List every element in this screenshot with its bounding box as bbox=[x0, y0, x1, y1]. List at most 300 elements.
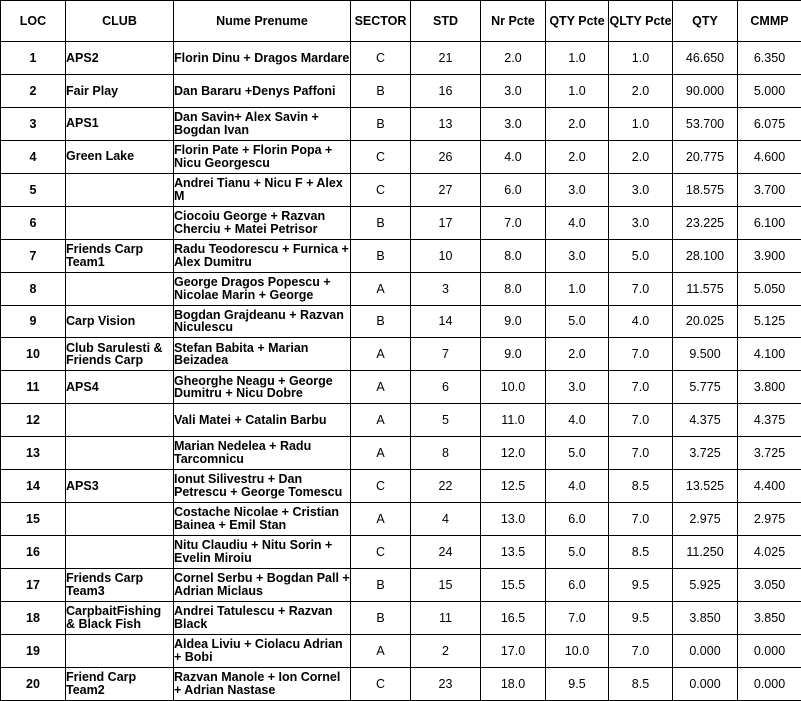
cell-qty bbox=[673, 503, 738, 536]
cell-text: 7.0 bbox=[504, 215, 522, 230]
cell-sector bbox=[351, 173, 411, 206]
cell-qlty_pcte bbox=[609, 305, 673, 338]
cell-text: A bbox=[376, 380, 385, 395]
cell-text: 1.0 bbox=[568, 281, 586, 296]
cell-cmmp bbox=[738, 569, 801, 602]
cell-qty bbox=[673, 404, 738, 437]
cell-text: 6.350 bbox=[753, 50, 786, 65]
cell-name bbox=[174, 272, 351, 305]
cell-loc bbox=[1, 601, 66, 634]
cell-text: A bbox=[376, 446, 385, 461]
cell-text: 4 bbox=[29, 149, 37, 164]
cell-text: 0.000 bbox=[753, 643, 786, 658]
cell-text: 1.0 bbox=[568, 50, 586, 65]
table-row bbox=[1, 272, 801, 305]
cell-nr_pcte bbox=[481, 536, 546, 569]
cell-loc bbox=[1, 305, 66, 338]
cell-qty_pcte bbox=[546, 305, 609, 338]
cell-qty bbox=[673, 437, 738, 470]
cell-cmmp bbox=[738, 404, 801, 437]
cell-text: 20.025 bbox=[685, 314, 725, 329]
table-row bbox=[1, 503, 801, 536]
cell-name bbox=[174, 305, 351, 338]
cell-qlty_pcte bbox=[609, 206, 673, 239]
cell-text: 6 bbox=[29, 215, 37, 230]
cell-text: 0.000 bbox=[689, 643, 721, 658]
cell-text: 2 bbox=[442, 643, 449, 658]
table-row bbox=[1, 569, 801, 602]
table-row bbox=[1, 206, 801, 239]
cell-text: 7 bbox=[442, 347, 449, 362]
cell-text: 23.225 bbox=[685, 215, 725, 230]
cell-text: 8.0 bbox=[504, 281, 522, 296]
cell-name bbox=[174, 503, 351, 536]
column-header-qty_pcte: QTY Pcte bbox=[546, 1, 609, 42]
cell-text: 9.5 bbox=[568, 676, 586, 691]
cell-sector bbox=[351, 206, 411, 239]
cell-text: B bbox=[376, 116, 385, 131]
cell-qty_pcte bbox=[546, 536, 609, 569]
cell-text: 6.0 bbox=[504, 182, 522, 197]
cell-text: 2.975 bbox=[689, 512, 721, 527]
cell-qlty_pcte bbox=[609, 667, 673, 700]
cell-sector bbox=[351, 74, 411, 107]
cell-sector bbox=[351, 470, 411, 503]
cell-loc bbox=[1, 503, 66, 536]
cell-name bbox=[174, 338, 351, 371]
cell-qlty_pcte bbox=[609, 470, 673, 503]
cell-nr_pcte bbox=[481, 42, 546, 75]
cell-qty_pcte bbox=[546, 206, 609, 239]
cell-text: 3.0 bbox=[631, 215, 650, 230]
cell-text: 5.0 bbox=[568, 446, 586, 461]
cell-text: 4.375 bbox=[753, 413, 786, 428]
cell-text: 13.525 bbox=[685, 479, 725, 494]
cell-text: 3.700 bbox=[753, 182, 786, 197]
cell-text: Ciocoiu George + Razvan Cherciu + Matei Petrisor bbox=[174, 208, 326, 236]
cell-text: 2.975 bbox=[753, 512, 786, 527]
cell-text: 12.0 bbox=[500, 446, 526, 461]
cell-cmmp bbox=[738, 239, 801, 272]
cell-text: APS4 bbox=[66, 379, 99, 394]
cell-text: B bbox=[376, 248, 385, 263]
cell-text: B bbox=[376, 215, 385, 230]
cell-text: 9 bbox=[29, 314, 37, 329]
cell-loc bbox=[1, 74, 66, 107]
cell-text: 4.0 bbox=[568, 215, 586, 230]
cell-text: Club Sarulesti & Friends Carp bbox=[66, 340, 163, 368]
cell-std bbox=[411, 536, 481, 569]
column-header-qty: QTY bbox=[673, 1, 738, 42]
cell-text: 8 bbox=[442, 446, 449, 461]
cell-sector bbox=[351, 371, 411, 404]
cell-cmmp bbox=[738, 272, 801, 305]
cell-text: 10 bbox=[26, 347, 40, 362]
cell-text: 1.0 bbox=[631, 50, 650, 65]
cell-text: 3 bbox=[29, 116, 37, 131]
cell-club bbox=[66, 536, 174, 569]
cell-qty bbox=[673, 338, 738, 371]
cell-cmmp bbox=[738, 601, 801, 634]
cell-qty bbox=[673, 667, 738, 700]
column-header-name: Nume Prenume bbox=[174, 1, 351, 42]
cell-sector bbox=[351, 536, 411, 569]
table-row bbox=[1, 536, 801, 569]
cell-sector bbox=[351, 140, 411, 173]
cell-text: 18 bbox=[26, 610, 40, 625]
cell-text: Florin Dinu + Dragos Mardare bbox=[174, 50, 350, 65]
cell-qty_pcte bbox=[546, 437, 609, 470]
cell-qty_pcte bbox=[546, 74, 609, 107]
table-row bbox=[1, 404, 801, 437]
cell-text: 6.0 bbox=[568, 577, 586, 592]
cell-name bbox=[174, 371, 351, 404]
cell-qty_pcte bbox=[546, 404, 609, 437]
table-row bbox=[1, 470, 801, 503]
cell-nr_pcte bbox=[481, 634, 546, 667]
cell-name bbox=[174, 470, 351, 503]
cell-qty_pcte bbox=[546, 338, 609, 371]
cell-qty_pcte bbox=[546, 371, 609, 404]
cell-qlty_pcte bbox=[609, 42, 673, 75]
cell-text: 6.0 bbox=[568, 512, 586, 527]
cell-text: 9.0 bbox=[504, 314, 522, 329]
cell-qlty_pcte bbox=[609, 272, 673, 305]
cell-text: C bbox=[375, 182, 386, 197]
cell-text: 2 bbox=[29, 83, 37, 98]
cell-text: Andrei Tatulescu + Razvan Black bbox=[174, 604, 333, 631]
cell-qty bbox=[673, 74, 738, 107]
cell-nr_pcte bbox=[481, 338, 546, 371]
cell-club bbox=[66, 74, 174, 107]
cell-loc bbox=[1, 272, 66, 305]
cell-text: Vali Matei + Catalin Barbu bbox=[174, 412, 327, 427]
cell-text: 3.0 bbox=[568, 182, 586, 197]
column-header-std: STD bbox=[411, 1, 481, 42]
cell-text: Friends Carp Team1 bbox=[66, 241, 144, 269]
cell-qlty_pcte bbox=[609, 74, 673, 107]
cell-text: CarpbaitFishing & Black Fish bbox=[66, 604, 162, 631]
cell-text: Fair Play bbox=[66, 83, 119, 98]
cell-qty bbox=[673, 305, 738, 338]
cell-text: 5 bbox=[442, 413, 449, 428]
cell-qty_pcte bbox=[546, 503, 609, 536]
cell-text: 0.000 bbox=[753, 676, 786, 691]
column-header-club: CLUB bbox=[66, 1, 174, 42]
cell-text: 46.650 bbox=[685, 50, 725, 65]
cell-loc bbox=[1, 173, 66, 206]
cell-text: 2.0 bbox=[568, 116, 586, 131]
cell-std bbox=[411, 404, 481, 437]
cell-std bbox=[411, 601, 481, 634]
cell-club bbox=[66, 667, 174, 700]
cell-text: 5.0 bbox=[631, 248, 650, 263]
cell-nr_pcte bbox=[481, 667, 546, 700]
cell-text: Carp Vision bbox=[66, 314, 136, 329]
cell-text: 11.575 bbox=[686, 281, 724, 296]
cell-club bbox=[66, 239, 174, 272]
cell-club bbox=[66, 437, 174, 470]
cell-sector bbox=[351, 601, 411, 634]
cell-cmmp bbox=[738, 140, 801, 173]
cell-club bbox=[66, 42, 174, 75]
cell-text: 15 bbox=[26, 512, 40, 527]
cell-text: 3.0 bbox=[504, 116, 522, 131]
cell-name bbox=[174, 437, 351, 470]
cell-text: 9.0 bbox=[504, 347, 522, 362]
cell-text: 7.0 bbox=[631, 446, 650, 461]
cell-text: 9.5 bbox=[631, 610, 650, 625]
cell-std bbox=[411, 371, 481, 404]
cell-loc bbox=[1, 239, 66, 272]
cell-text: 10.0 bbox=[564, 643, 590, 658]
cell-text: 8.0 bbox=[504, 248, 522, 263]
cell-text: 10 bbox=[438, 248, 453, 263]
cell-loc bbox=[1, 107, 66, 140]
cell-std bbox=[411, 437, 481, 470]
cell-text: B bbox=[376, 577, 385, 592]
cell-text: C bbox=[375, 545, 386, 560]
cell-qty bbox=[673, 239, 738, 272]
cell-text: 4.100 bbox=[753, 347, 786, 362]
cell-text: B bbox=[376, 610, 385, 625]
cell-text: 3.800 bbox=[753, 380, 786, 395]
column-header-sector: SECTOR bbox=[351, 1, 411, 42]
cell-cmmp bbox=[738, 536, 801, 569]
cell-text: 3.850 bbox=[753, 610, 786, 625]
cell-text: 7 bbox=[29, 248, 37, 263]
cell-cmmp bbox=[738, 503, 801, 536]
cell-club bbox=[66, 140, 174, 173]
cell-text: 3 bbox=[442, 281, 449, 296]
table-row bbox=[1, 107, 801, 140]
cell-club bbox=[66, 404, 174, 437]
cell-text: APS3 bbox=[66, 478, 99, 493]
cell-text: George Dragos Popescu + Nicolae Marin + George bbox=[174, 274, 331, 302]
cell-text: 5.0 bbox=[568, 314, 586, 329]
cell-text: 3.725 bbox=[753, 446, 786, 461]
cell-text: Razvan Manole + Ion Cornel + Adrian Nastase bbox=[174, 670, 341, 697]
cell-text: 11.250 bbox=[686, 545, 724, 560]
cell-text: 4.375 bbox=[689, 413, 721, 428]
cell-qty_pcte bbox=[546, 569, 609, 602]
cell-qty_pcte bbox=[546, 140, 609, 173]
cell-nr_pcte bbox=[481, 601, 546, 634]
cell-text: 8.5 bbox=[631, 676, 650, 691]
cell-name bbox=[174, 634, 351, 667]
cell-text: 16 bbox=[438, 83, 453, 98]
cell-qty bbox=[673, 470, 738, 503]
cell-cmmp bbox=[738, 371, 801, 404]
cell-qty bbox=[673, 272, 738, 305]
cell-nr_pcte bbox=[481, 140, 546, 173]
cell-cmmp bbox=[738, 634, 801, 667]
cell-name bbox=[174, 206, 351, 239]
table-row bbox=[1, 371, 801, 404]
cell-name bbox=[174, 140, 351, 173]
cell-text: 2.0 bbox=[504, 50, 522, 65]
table-row bbox=[1, 634, 801, 667]
cell-text: 16 bbox=[26, 545, 40, 560]
cell-sector bbox=[351, 338, 411, 371]
cell-sector bbox=[351, 42, 411, 75]
cell-text: Gheorghe Neagu + George Dumitru + Nicu Dobre bbox=[174, 373, 333, 401]
cell-text: 24 bbox=[438, 545, 453, 560]
cell-sector bbox=[351, 305, 411, 338]
cell-text: A bbox=[376, 512, 385, 527]
cell-text: 12 bbox=[26, 413, 40, 428]
cell-name bbox=[174, 569, 351, 602]
cell-text: 1 bbox=[29, 50, 37, 65]
cell-club bbox=[66, 569, 174, 602]
cell-text: 15 bbox=[438, 577, 453, 592]
cell-std bbox=[411, 173, 481, 206]
cell-text: 20.775 bbox=[685, 149, 725, 164]
cell-nr_pcte bbox=[481, 404, 546, 437]
cell-text: Marian Nedelea + Radu Tarcomnicu bbox=[174, 439, 312, 467]
cell-text: C bbox=[375, 479, 386, 494]
cell-text: 7.0 bbox=[631, 643, 650, 658]
cell-std bbox=[411, 272, 481, 305]
cell-qlty_pcte bbox=[609, 536, 673, 569]
table-row bbox=[1, 601, 801, 634]
cell-text: Costache Nicolae + Cristian Bainea + Emil Stan bbox=[174, 505, 339, 533]
cell-text: 8 bbox=[29, 281, 37, 296]
cell-text: APS2 bbox=[66, 50, 99, 65]
cell-text: Dan Savin+ Alex Savin + Bogdan Ivan bbox=[174, 110, 319, 137]
cell-text: 17.0 bbox=[500, 643, 526, 658]
cell-qlty_pcte bbox=[609, 173, 673, 206]
cell-loc bbox=[1, 42, 66, 75]
cell-text: 4.0 bbox=[568, 413, 586, 428]
cell-nr_pcte bbox=[481, 74, 546, 107]
cell-club bbox=[66, 305, 174, 338]
cell-std bbox=[411, 667, 481, 700]
cell-qlty_pcte bbox=[609, 371, 673, 404]
cell-loc bbox=[1, 140, 66, 173]
table-body bbox=[1, 42, 801, 701]
cell-text: 4.400 bbox=[753, 479, 786, 494]
cell-qty bbox=[673, 569, 738, 602]
cell-club bbox=[66, 272, 174, 305]
cell-club bbox=[66, 503, 174, 536]
cell-qty bbox=[673, 107, 738, 140]
cell-club bbox=[66, 206, 174, 239]
cell-club bbox=[66, 371, 174, 404]
cell-text: 28.100 bbox=[685, 248, 725, 263]
cell-nr_pcte bbox=[481, 305, 546, 338]
cell-cmmp bbox=[738, 42, 801, 75]
cell-name bbox=[174, 601, 351, 634]
cell-text: Florin Pate + Florin Popa + Nicu Georgescu bbox=[174, 143, 333, 170]
cell-qty_pcte bbox=[546, 667, 609, 700]
cell-cmmp bbox=[738, 470, 801, 503]
cell-text: 22 bbox=[438, 479, 453, 494]
cell-club bbox=[66, 173, 174, 206]
cell-loc bbox=[1, 437, 66, 470]
cell-text: B bbox=[376, 83, 385, 98]
cell-text: 11.0 bbox=[501, 413, 525, 428]
cell-qty_pcte bbox=[546, 272, 609, 305]
cell-cmmp bbox=[738, 437, 801, 470]
cell-sector bbox=[351, 437, 411, 470]
column-header-qlty_pcte: QLTY Pcte bbox=[609, 1, 673, 42]
cell-cmmp bbox=[738, 667, 801, 700]
cell-text: 3.0 bbox=[504, 83, 522, 98]
cell-text: 7.0 bbox=[631, 281, 650, 296]
cell-text: 8.5 bbox=[631, 545, 650, 560]
cell-text: 17 bbox=[438, 215, 453, 230]
cell-cmmp bbox=[738, 74, 801, 107]
cell-text: Radu Teodorescu + Furnica + Alex Dumitru bbox=[174, 241, 349, 269]
cell-text: Andrei Tianu + Nicu F + Alex M bbox=[174, 175, 343, 203]
cell-cmmp bbox=[738, 107, 801, 140]
cell-sector bbox=[351, 404, 411, 437]
cell-std bbox=[411, 338, 481, 371]
cell-text: 3.050 bbox=[753, 577, 786, 592]
cell-text: 7.0 bbox=[568, 610, 586, 625]
cell-text: C bbox=[375, 676, 386, 691]
cell-qty bbox=[673, 601, 738, 634]
cell-text: 2.0 bbox=[568, 347, 586, 362]
cell-loc bbox=[1, 404, 66, 437]
cell-std bbox=[411, 107, 481, 140]
cell-nr_pcte bbox=[481, 173, 546, 206]
cell-text: 3.0 bbox=[631, 182, 650, 197]
table-row bbox=[1, 140, 801, 173]
cell-loc bbox=[1, 470, 66, 503]
cell-loc bbox=[1, 206, 66, 239]
cell-nr_pcte bbox=[481, 206, 546, 239]
cell-name bbox=[174, 107, 351, 140]
cell-nr_pcte bbox=[481, 470, 546, 503]
cell-qty_pcte bbox=[546, 470, 609, 503]
cell-text: Friend Carp Team2 bbox=[66, 670, 137, 697]
cell-loc bbox=[1, 569, 66, 602]
cell-text: 10.0 bbox=[500, 380, 526, 395]
cell-text: 4.0 bbox=[504, 149, 522, 164]
cell-text: 13 bbox=[438, 116, 453, 131]
cell-std bbox=[411, 503, 481, 536]
cell-sector bbox=[351, 503, 411, 536]
table-row bbox=[1, 42, 801, 75]
cell-sector bbox=[351, 667, 411, 700]
cell-text: 14 bbox=[26, 479, 40, 494]
cell-text: 4.600 bbox=[753, 149, 786, 164]
cell-std bbox=[411, 470, 481, 503]
cell-qty bbox=[673, 42, 738, 75]
cell-qlty_pcte bbox=[609, 437, 673, 470]
cell-qlty_pcte bbox=[609, 140, 673, 173]
cell-loc bbox=[1, 634, 66, 667]
cell-loc bbox=[1, 338, 66, 371]
column-header-nr_pcte: Nr Pcte bbox=[481, 1, 546, 42]
cell-text: 8.5 bbox=[631, 479, 650, 494]
cell-text: A bbox=[376, 413, 385, 428]
cell-text: 5.050 bbox=[753, 281, 786, 296]
table-row bbox=[1, 667, 801, 700]
cell-loc bbox=[1, 536, 66, 569]
cell-qty bbox=[673, 536, 738, 569]
cell-qlty_pcte bbox=[609, 601, 673, 634]
cell-std bbox=[411, 239, 481, 272]
cell-text: 13 bbox=[26, 446, 40, 461]
cell-qlty_pcte bbox=[609, 338, 673, 371]
cell-qlty_pcte bbox=[609, 239, 673, 272]
cell-cmmp bbox=[738, 173, 801, 206]
cell-text: 7.0 bbox=[631, 347, 650, 362]
table-row bbox=[1, 239, 801, 272]
